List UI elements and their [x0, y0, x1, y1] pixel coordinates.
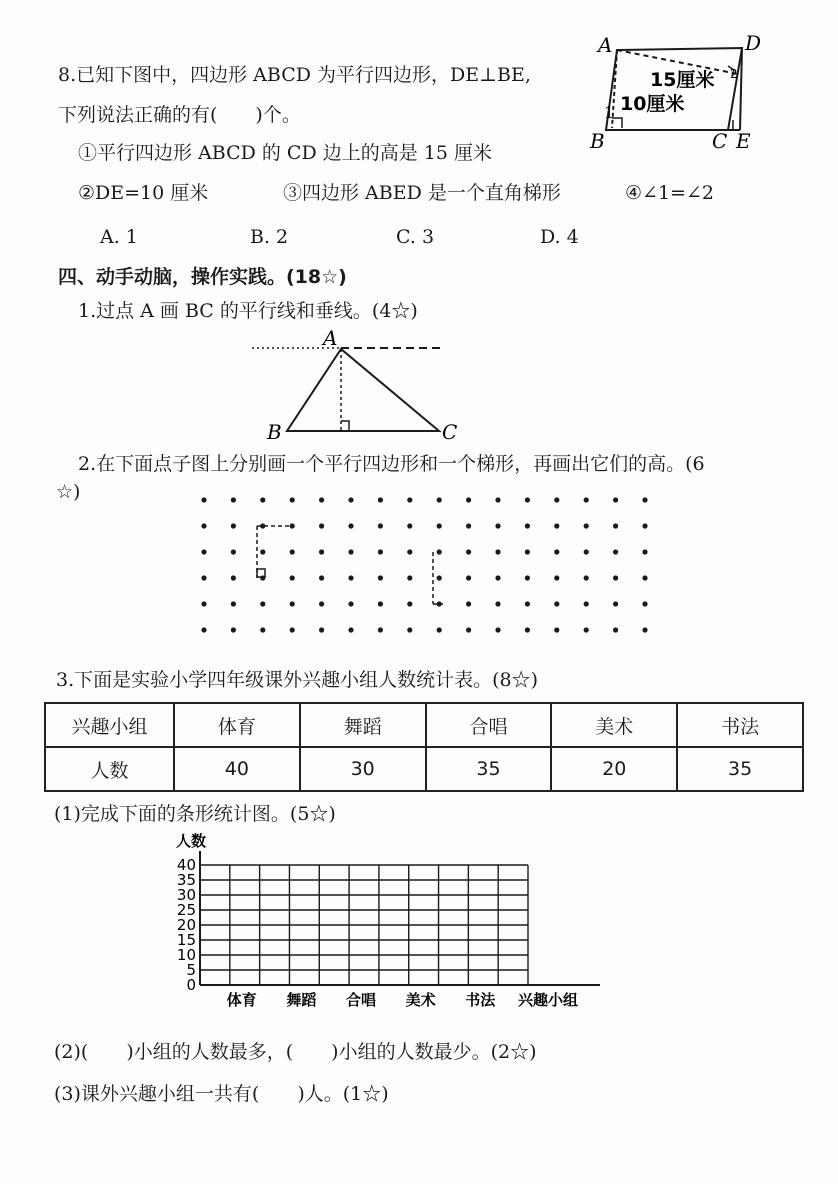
q8-statement-4: ④∠1=∠2: [625, 182, 714, 204]
tri-label-b: B: [267, 420, 282, 444]
q8-line1: 8.已知下图中，四边形 ABCD 为平行四边形，DE⊥BE,: [58, 64, 531, 86]
y-tick-label: 20: [176, 916, 196, 934]
x-tick-label: 体育: [226, 991, 257, 1009]
y-tick-label: 30: [176, 886, 196, 904]
fig8-angle-2: 2: [730, 67, 738, 81]
chart-x-axis-label: 兴趣小组: [518, 991, 579, 1009]
table-header-cell: 美术: [551, 703, 677, 747]
s4-q2-line1: 2.在下面点子图上分别画一个平行四边形和一个梯形，再画出它们的高。(6: [78, 453, 705, 475]
s4-q3-sub2: (2)( )小组的人数最多，( )小组的人数最少。(2☆): [54, 1041, 537, 1063]
x-tick-label: 美术: [405, 991, 436, 1009]
table-cell: 人数: [45, 747, 174, 791]
table-header-cell: 合唱: [426, 703, 552, 747]
fig8-label-c: C: [712, 129, 728, 153]
fig8-label-b: B: [590, 129, 605, 153]
fig8-length-10: 10厘米: [620, 93, 685, 115]
table-header-cell: 舞蹈: [300, 703, 426, 747]
table-header-cell: 书法: [677, 703, 803, 747]
s4-q3-sub3: (3)课外兴趣小组一共有( )人。(1☆): [54, 1083, 389, 1105]
x-tick-label: 舞蹈: [286, 991, 317, 1009]
table-cell: 20: [551, 747, 677, 791]
table-cell: 35: [677, 747, 803, 791]
q8-statement-3: ③四边形 ABED 是一个直角梯形: [283, 182, 561, 204]
fig8-angle-1: 1: [604, 103, 615, 122]
q8-option-d[interactable]: D. 4: [540, 226, 579, 248]
s4-q1-text: 1.过点 A 画 BC 的平行线和垂线。(4☆): [78, 300, 418, 322]
table-header-cell: 兴趣小组: [45, 703, 174, 747]
section4-title: 四、动手动脑，操作实践。(18☆): [58, 266, 347, 288]
y-tick-label: 40: [176, 856, 196, 874]
tri-label-a: A: [323, 326, 338, 350]
fig8-label-a: A: [598, 33, 613, 57]
tri-label-c: C: [442, 420, 458, 444]
y-tick-label: 15: [176, 931, 196, 949]
q8-line2: 下列说法正确的有( )个。: [58, 104, 301, 126]
y-tick-label: 35: [176, 871, 196, 889]
fig8-length-15: 15厘米: [650, 69, 715, 91]
y-tick-label: 10: [176, 946, 196, 964]
x-tick-label: 书法: [465, 991, 496, 1009]
s4-q3-title: 3.下面是实验小学四年级课外兴趣小组人数统计表。(8☆): [56, 669, 539, 691]
y-tick-label: 0: [186, 976, 196, 994]
chart-y-axis-label: 人数: [176, 832, 207, 850]
table-cell: 30: [300, 747, 426, 791]
table-cell: 40: [174, 747, 300, 791]
fig8-label-e: E: [736, 129, 751, 153]
fig8-label-d: D: [745, 31, 762, 55]
y-tick-label: 5: [186, 961, 196, 979]
q8-option-c[interactable]: C. 3: [396, 226, 435, 248]
q8-option-a[interactable]: A. 1: [100, 226, 138, 248]
s4-q3-sub1: (1)完成下面的条形统计图。(5☆): [54, 803, 336, 825]
x-tick-label: 合唱: [345, 991, 377, 1009]
q8-statement-1: ①平行四边形 ABCD 的 CD 边上的高是 15 厘米: [78, 142, 492, 164]
q8-option-b[interactable]: B. 2: [250, 226, 289, 248]
s4-q2-line2: ☆): [56, 481, 81, 503]
table-header-cell: 体育: [174, 703, 300, 747]
q8-statement-2: ②DE=10 厘米: [78, 182, 209, 204]
table-cell: 35: [426, 747, 552, 791]
y-tick-label: 25: [176, 901, 196, 919]
